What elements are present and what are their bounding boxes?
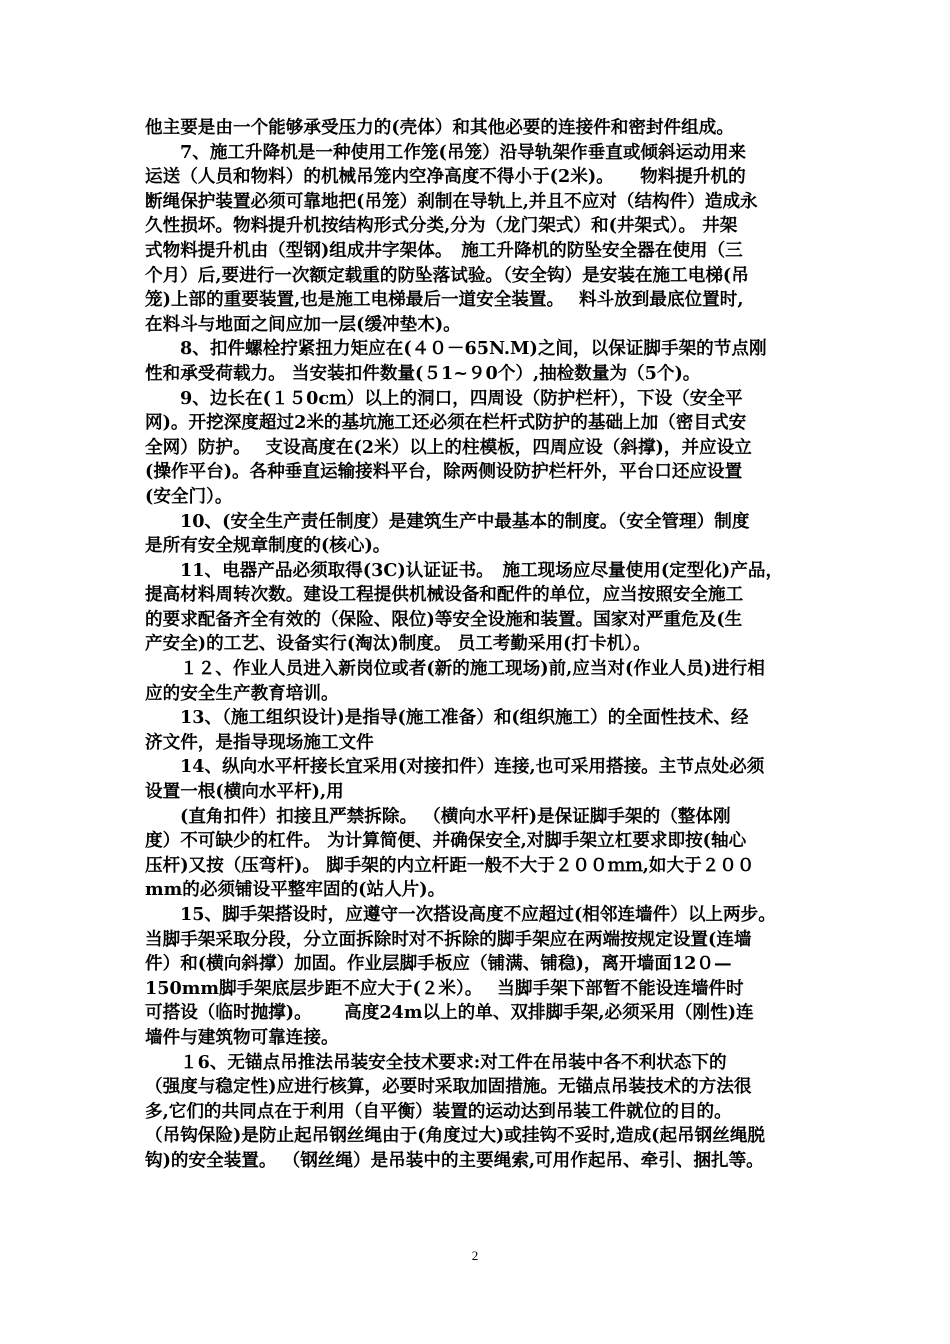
text-line: 在料斗与地面之间应加一层(缓冲垫木)。: [145, 313, 461, 335]
text-line: 7、施工升降机是一种使用工作笼(吊笼）沿导轨架作垂直或倾斜运动用来: [180, 141, 746, 163]
text-line: 钩)的安全装置。 （钢丝绳）是吊装中的主要绳索,可用作起吊、牵引、捆扎等。: [145, 1149, 764, 1171]
text-line: (操作平台)。各种垂直运输接料平台，除两侧设防护栏杆外，平台口还应设置: [145, 461, 743, 483]
text-line: 10、(安全生产责任制度）是建筑生产中最基本的制度。（安全管理）制度: [180, 510, 750, 532]
text-line: 济文件，是指导现场施工文件: [145, 731, 374, 753]
text-line: （强度与稳定性)应进行核算，必要时采取加固措施。无锚点吊装技术的方法很: [145, 1076, 752, 1098]
text-line: 当脚手架采取分段，分立面拆除时对不拆除的脚手架应在两端按规定设置(连墙: [145, 928, 752, 950]
text-line: 压杆)又按（压弯杆)。 脚手架的内立杆距一般不大于２００ｍｍ,如大于２００: [145, 854, 755, 876]
text-line: mm的必须铺设平整牢固的(站人片)。: [145, 879, 446, 901]
text-line: 全网）防护。 支设高度在(2米）以上的柱模板，四周应设（斜撑)，并应设立: [145, 436, 752, 458]
text-line: 13、（施工组织设计)是指导(施工准备）和(组织施工）的全面性技术、经: [180, 707, 749, 729]
document-body: [145, 116, 815, 1174]
text-line: 设置一根(横向水平杆),用: [145, 781, 344, 803]
text-line: 提高材料周转次数。建设工程提供机械设备和配件的单位，应当按照安全施工: [145, 584, 744, 606]
text-line: （吊钩保险)是防止起吊钢丝绳由于(角度过大)或挂钩不妥时,造成(起吊钢丝绳脱: [145, 1125, 766, 1147]
page-number: 2: [471, 1248, 479, 1263]
text-line: １6、无锚点吊推法吊装安全技术要求:对工件在吊装中各不利状态下的: [180, 1051, 727, 1073]
text-line: 久性损坏。物料提升机按结构形式分类,分为（龙门架式）和(井架式）。 井架: [145, 215, 738, 237]
text-line: 个月）后,要进行一次额定载重的防坠落试验。（安全钩）是安装在施工电梯(吊: [145, 264, 749, 286]
text-line: (直角扣件）扣接且严禁拆除。 （横向水平杆)是保证脚手架的（整体刚: [180, 805, 731, 827]
text-line: 9、边长在(１５0cｍ）以上的洞口，四周设（防护栏杆），下设（安全平: [180, 387, 743, 409]
text-line: 笼)上部的重要装置,也是施工电梯最后一道安全装置。 料斗放到最底位置时,: [145, 289, 744, 311]
text-line: 15、脚手架搭设时，应遵守一次搭设高度不应超过(相邻连墙件）以上两步。: [180, 904, 776, 925]
text-line: 断绳保护装置必须可靠地把(吊笼）刹制在导轨上,并且不应对（结构件）造成永: [145, 190, 758, 212]
text-line: 150mm脚手架底层步距不应大于(２米）。 当脚手架下部暂不能设连墙件时: [145, 977, 744, 999]
text-line: 14、纵向水平杆接长宜采用(对接扣件）连接,也可采用搭接。主节点处必须: [180, 756, 765, 778]
text-line: 运送（人员和物料）的机械吊笼内空净高度不得小于(2米)。 物料提升机的: [145, 166, 746, 188]
text-line: 多,它们的共同点在于利用（自平衡）装置的运动达到吊装工件就位的目的。: [145, 1100, 732, 1122]
text-line: １２、作业人员进入新岗位或者(新的施工现场)前,应当对(作业人员)进行相: [180, 658, 765, 680]
text-line: 可搭设（临时抛撑)。 高度24m以上的单、双排脚手架,必须采用（刚性)连: [145, 1002, 754, 1024]
text-line: 性和承受荷载力。 当安装扣件数量(５1~９0个）,抽检数量为（5个)。: [145, 362, 701, 384]
text-line: 11、电器产品必须取得(3C)认证证书。 施工现场应尽量使用(定型化)产品，: [180, 559, 784, 581]
text-line: 应的安全生产教育培训。: [145, 682, 339, 704]
text-line: 的要求配备齐全有效的（保险、限位)等安全设施和装置。国家对严重危及(生: [145, 608, 743, 630]
text-line: 8、扣件螺栓拧紧扭力矩应在(４０－65N.M)之间，以保证脚手架的节点刚: [180, 338, 767, 360]
text-line: (安全门）。: [145, 485, 233, 507]
text-line: 他主要是由一个能够承受压力的(壳体）和其他必要的连接件和密封件组成。: [145, 117, 734, 138]
text-line: 墙件与建筑物可靠连接。: [145, 1026, 339, 1048]
text-line: 式物料提升机由（型钢)组成井字架体。 施工升降机的防坠安全器在使用（三: [145, 239, 743, 261]
text-line: 网)。开挖深度超过2米的基坑施工还必须在栏杆式防护的基础上加（密目式安: [145, 412, 747, 434]
text-line: 度）不可缺少的杠件。 为计算简便、并确保安全,对脚手架立杠要求即按(轴心: [145, 830, 747, 852]
text-line: 是所有安全规章制度的(核心)。: [145, 535, 391, 557]
text-line: 产安全)的工艺、设备实行(淘汰)制度。 员工考勤采用(打卡机）。: [145, 633, 651, 655]
text-line: 件）和(横向斜撑）加固。作业层脚手板应（铺满、铺稳)，离开墙面12０—: [145, 953, 732, 975]
